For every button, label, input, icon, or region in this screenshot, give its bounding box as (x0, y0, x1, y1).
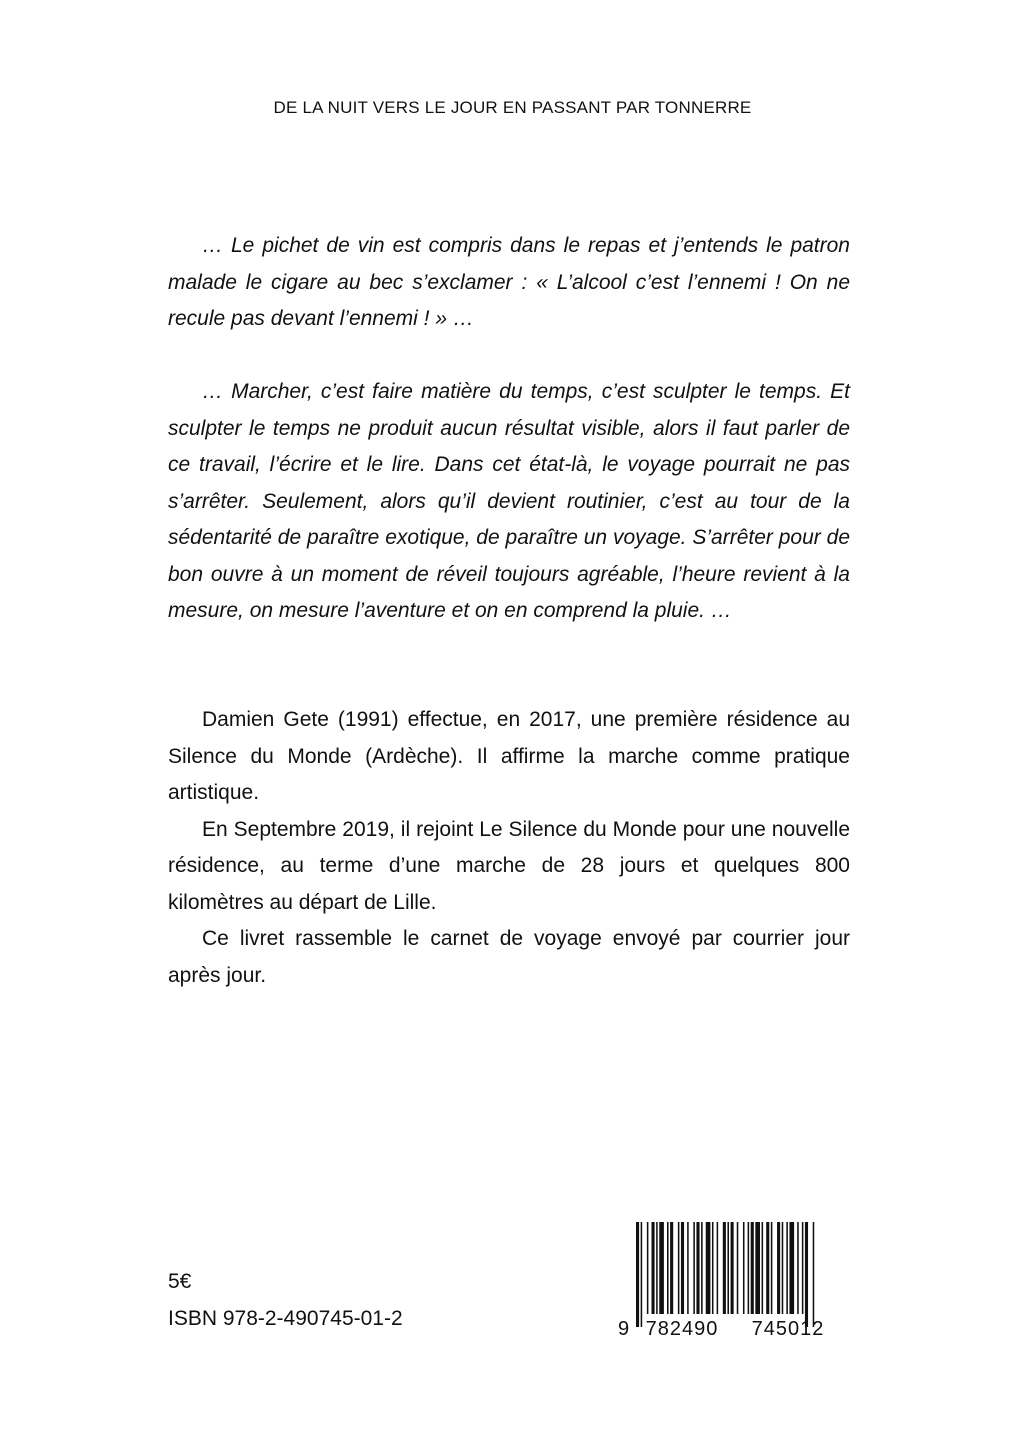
barcode-bar (706, 1222, 711, 1314)
bio-paragraph-2: En Septembre 2019, il rejoint Le Silence du Monde pour une nouvelle résidence, au terme d’une marche de 28 jours et quelques 800 kilomètres au départ de Lille. (168, 817, 850, 914)
author-bio (168, 702, 850, 994)
barcode-bar (731, 1222, 734, 1314)
barcode-bar (737, 1222, 739, 1314)
book-title-header: DE LA NUIT VERS LE JOUR EN PASSANT PAR TONNERRE (273, 98, 752, 117)
barcode-bar (696, 1222, 699, 1314)
barcode-bar (802, 1222, 804, 1314)
barcode-digits-right: 745012 (751, 1318, 825, 1340)
barcode-bar (693, 1222, 695, 1314)
barcode-bar (755, 1222, 760, 1314)
barcode-bar (687, 1222, 689, 1314)
barcode-bar (678, 1222, 680, 1314)
barcode-lead-digit: 9 (618, 1318, 630, 1340)
barcode-bar (751, 1222, 754, 1314)
barcode-digits-left: 782490 (645, 1318, 719, 1340)
barcode-bar (743, 1222, 745, 1314)
barcode-bar (701, 1222, 703, 1314)
price-label: 5€ (168, 1270, 192, 1293)
bio-paragraph-1: Damien Gete (1991) effectue, en 2017, une première résidence au Silence du Monde (Ardèche). Il affirme la marche comme pratique artistique. (168, 708, 850, 804)
barcode-bar (712, 1222, 714, 1314)
barcode-bars (636, 1222, 814, 1327)
bio-paragraph-3: Ce livret rassemble le carnet de voyage envoyé par courrier jour après jour. (168, 927, 850, 987)
barcode-bar (641, 1222, 643, 1327)
barcode-bar (786, 1222, 788, 1314)
barcode-bar (805, 1222, 808, 1327)
barcode-bar (748, 1222, 750, 1314)
isbn-barcode (612, 1222, 857, 1342)
barcode-bar (656, 1222, 658, 1314)
barcode-bar (670, 1222, 673, 1314)
barcode-bar (777, 1222, 780, 1314)
barcode-bar (636, 1222, 639, 1327)
isbn-label: ISBN 978-2-490745-01-2 (168, 1307, 403, 1330)
barcode-bar (717, 1222, 719, 1314)
barcode-bar (727, 1222, 729, 1314)
barcode-bar (771, 1222, 773, 1314)
barcode-bar (667, 1222, 669, 1314)
barcode-bar (813, 1222, 815, 1327)
barcode-bar (782, 1222, 784, 1314)
barcode-bar (762, 1222, 764, 1314)
excerpt-quote-2-text: … Marcher, c’est faire matière du temps, c’est sculpter le temps. Et sculpter le temps ne produit aucun résultat visible, alors il faut parler de ce travail, l’écrire et le lire. Dans cet état-là, le voyage pourrait ne pas s’arrêter. Seulement, alors qu’il devient routinier, c’est au tour de la sédentarité de paraître exotique, de paraître un voyage. S’arrêter pour de bon ouvre à un moment de réveil toujours agréable, l’heure revient à la mesure, on mesure l’aventure et on en comprend la pluie. … (168, 380, 850, 622)
barcode-bar (797, 1222, 799, 1314)
barcode-bar (681, 1222, 684, 1314)
barcode-bar (659, 1222, 664, 1314)
excerpt-quote-1 (168, 228, 850, 338)
barcode-bar (652, 1222, 655, 1314)
barcode-bar (766, 1222, 769, 1314)
excerpt-quote-2 (168, 374, 850, 630)
excerpt-quote-1-text: … Le pichet de vin est compris dans le repas et j’entends le patron malade le cigare au bec s’exclamer : « L’alcool c’est l’ennemi ! On ne recule pas devant l’ennemi ! » … (168, 234, 850, 330)
barcode-bar (647, 1222, 649, 1314)
barcode-bar (723, 1222, 726, 1314)
barcode-bar (789, 1222, 794, 1314)
